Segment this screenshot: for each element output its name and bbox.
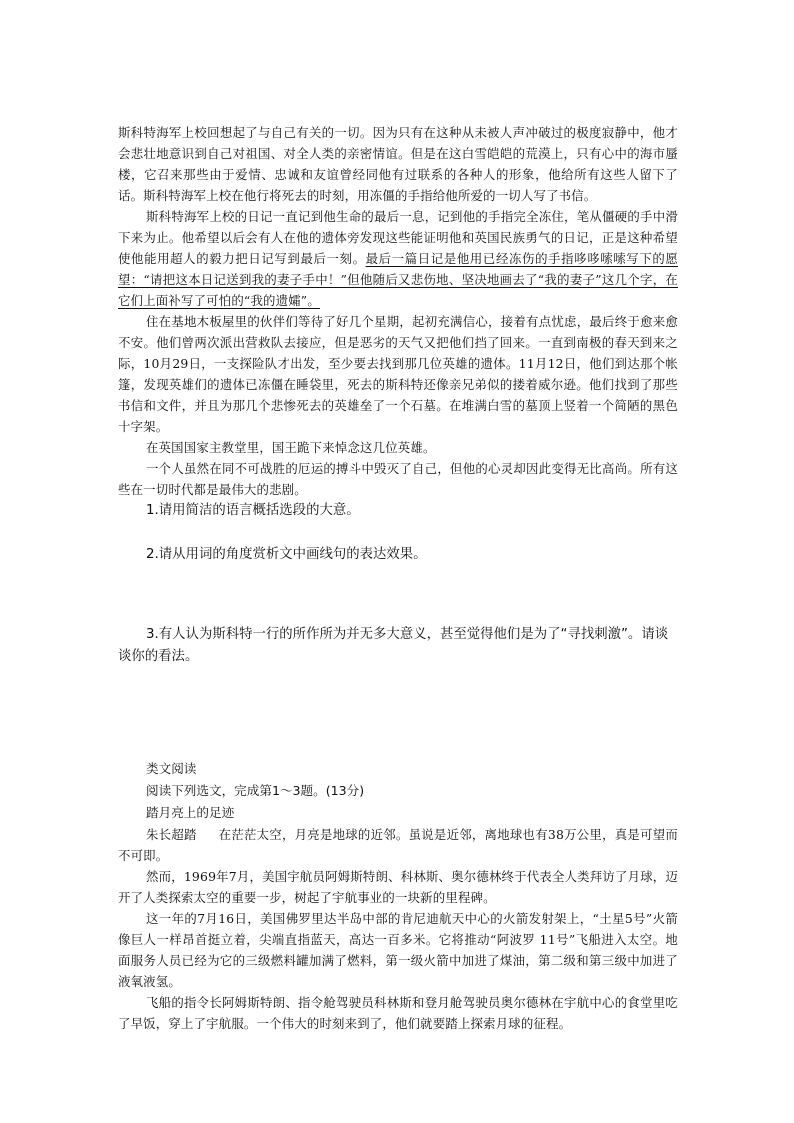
question-1: 1.请用简洁的语言概括选段的大意。 <box>146 503 360 518</box>
article-paragraph-3: 这一年的7月16日，美国佛罗里达半岛中部的肯尼迪航天中心的火箭发射架上，“土星5号”火箭像巨人一样昂首挺立着，尖端直指蓝天，高达一百多米。它将推动“阿波罗 11号”飞船进入太空。地面服务人员已经为它的三级燃料罐加满了燃料，第一级火箭中加进了煤油，第二级和第三级中加进了液氧液氢。 <box>118 911 678 989</box>
article-paragraph-2: 然而，1969年7月，美国宇航员阿姆斯特朗、科林斯、奥尔德林终于代表全人类拜访了月球，迈开了人类探索太空的重要一步，树起了宇航事业的一块新的里程碑。 <box>118 869 678 905</box>
question-2: 2.请从用词的角度赏析文中画线句的表达效果。 <box>146 547 427 562</box>
answer-space-3 <box>118 668 678 758</box>
article-paragraph-1-text: 在茫茫太空，月亮是地球的近邻。虽说是近邻，离地球也有38万公里，真是可望而不可即。 <box>118 827 678 863</box>
underlined-sentence: 最后一篇日记是他用已经冻伤的手指哆哆嗦嗦写下的愿望：“请把这本日记送到我的妻子手中！”但他随后又悲伤地、坚决地画去了“我的妻子”这几个字，在它们上面补写了可怕的“我的遗孀”。 <box>118 251 678 308</box>
article-paragraph-4: 飞船的指令长阿姆斯特朗、指令舱驾驶员科林斯和登月舱驾驶员奥尔德林在宇航中心的食堂里吃了早饭，穿上了宇航服。一个伟大的时刻来到了，他们就要踏上探索月球的征程。 <box>118 995 678 1031</box>
article-author: 朱长超踏 <box>146 827 197 842</box>
passage1-paragraph-5: 一个人虽然在同不可战胜的厄运的搏斗中毁灭了自己，但他的心灵却因此变得无比高尚。所有这些在一切时代都是最伟大的悲剧。 <box>118 461 678 497</box>
passage1-paragraph-3: 住在基地木板屋里的伙伴们等待了好几个星期，起初充满信心，接着有点忧虑，最后终于愈来愈不安。他们曾两次派出营救队去接应，但是恶劣的天气又把他们挡了回来。一直到南极的春天到来之际，10月29日，一支探险队才出发，至少要去找到那几位英雄的遗体。11月12日，他们到达那个帐篷，发现英雄们的遗体已冻僵在睡袋里，死去的斯科特还像亲兄弟似的搂着威尔逊。他们找到了那些书信和文件，并且为那几个悲惨死去的英雄垒了一个石墓。在堆满白雪的墓顶上竖着一个简陋的黑色十字架。 <box>118 314 678 434</box>
section-heading: 类文阅读 <box>146 761 197 776</box>
answer-space-2 <box>118 566 678 624</box>
article-paragraph-1 <box>118 824 678 866</box>
answer-space-1 <box>118 522 678 544</box>
article-title: 踏月亮上的足迹 <box>146 805 235 820</box>
passage1-paragraph-2-text: 斯科特海军上校的日记一直记到他生命的最后一息，记到他的手指完全冻住，笔从僵硬的手中滑下来为止。他希望以后会有人在他的遗体旁发现这些能证明他和英国民族勇气的日记，正是这种希望使他能用超人的毅力把日记写到最后一刻。 <box>118 209 678 266</box>
passage1-paragraph-4: 在英国国家主教堂里，国王跪下来悼念这几位英雄。 <box>146 440 436 455</box>
document-page <box>118 122 678 1034</box>
section-instruction: 阅读下列选文，完成第1～3题。(13分) <box>146 783 365 798</box>
passage1-paragraph-1: 斯科特海军上校回想起了与自己有关的一切。因为只有在这种从未被人声冲破过的极度寂静中，他才会悲壮地意识到自己对祖国、对全人类的亲密情谊。但是在这白雪皑皑的荒漠上，只有心中的海市蜃楼，它召来那些由于爱情、忠诚和友谊曾经同他有过联系的各种人的形象，他给所有这些人留下了话。斯科特海军上校在他行将死去的时刻，用冻僵的手指给他所爱的一切人写了书信。 <box>118 125 678 203</box>
question-3: 3.有人认为斯科特一行的所作所为并无多大意义，甚至觉得他们是为了“寻找刺激”。请谈谈你的看法。 <box>118 627 669 664</box>
passage1-paragraph-2 <box>118 206 678 311</box>
